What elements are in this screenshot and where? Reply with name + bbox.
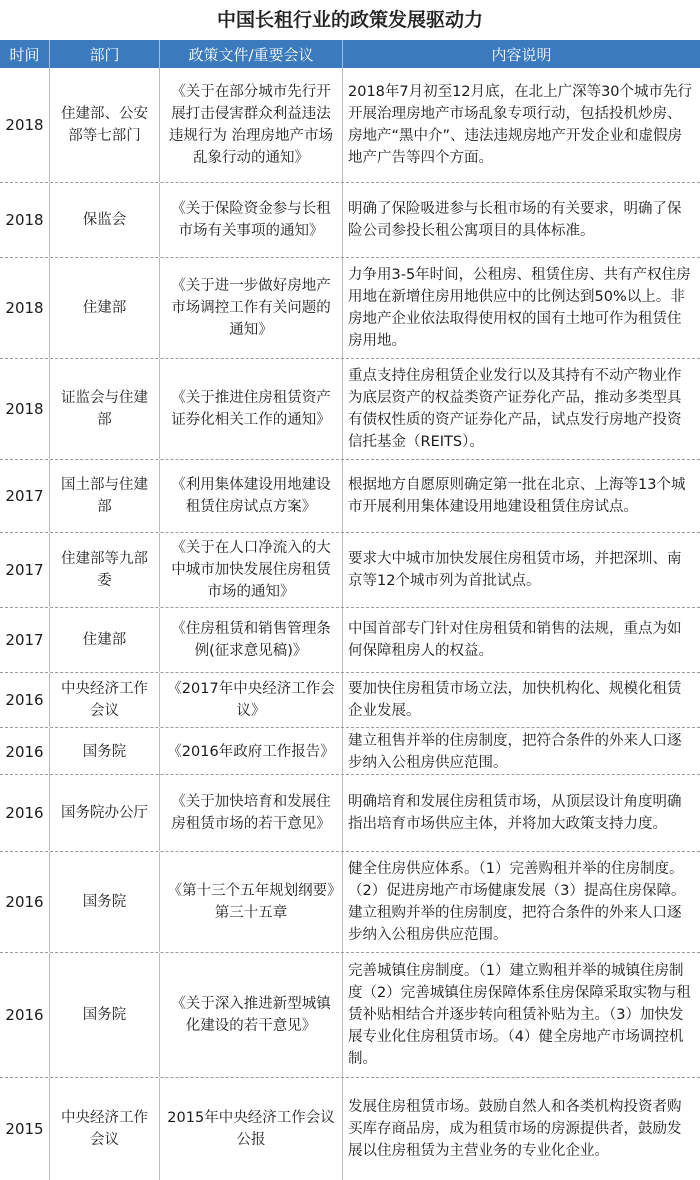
cell-department: 住建部等九部委 [50,533,160,607]
table-row [0,775,700,852]
cell-year: 2016 [0,728,50,776]
cell-year: 2018 [0,258,50,358]
cell-department: 住建部、公安部等七部门 [50,68,160,182]
cell-policy-document: 《关于保险资金参与长租市场有关事项的通知》 [160,183,343,257]
table-header [0,40,700,68]
cell-policy-document: 《关于加快培育和发展住房租赁市场的若干意见》 [160,775,343,851]
cell-policy-document: 《关于在部分城市先行开展打击侵害群众利益违法违规行为 治理房地产市场乱象行动的通知》 [160,68,343,182]
table-row [0,1078,700,1180]
page-title: 中国长租行业的政策发展驱动力 [216,9,483,31]
table-row [0,460,700,533]
cell-policy-document: 《关于推进住房租赁资产证券化相关工作的通知》 [160,359,343,459]
cell-policy-document: 《第十三个五年规划纲要》第三十五章 [160,852,343,952]
cell-policy-document: 《关于进一步做好房地产市场调控工作有关问题的通知》 [160,258,343,358]
cell-description: 要加快住房租赁市场立法，加快机构化、规模化租赁企业发展。 [348,681,682,719]
cell-department: 国务院 [50,953,160,1077]
cell-department: 国土部与住建部 [50,460,160,532]
cell-description: 建立租售并举的住房制度，把符合条件的外来人口逐步纳入公租房供应范围。 [348,733,682,771]
cell-year: 2017 [0,460,50,532]
cell-policy-document: 《关于在人口净流入的大中城市加快发展住房租赁市场的通知》 [160,533,343,607]
cell-policy-document: 2015年中央经济工作会议公报 [160,1078,343,1180]
table-row [0,258,700,359]
cell-year: 2018 [0,68,50,182]
header-department: 部门 [50,40,160,68]
cell-year: 2018 [0,183,50,257]
cell-policy-document: 《2017年中央经济工作会议》 [160,673,343,727]
table-row [0,728,700,775]
cell-policy-document: 《住房租赁和销售管理条例(征求意见稿)》 [160,608,343,672]
cell-department: 保监会 [50,183,160,257]
table-row [0,68,700,183]
cell-description: 健全住房供应体系。（1）完善购租并举的住房制度。（2）促进房地产市场健康发展（3）提高住房保障。建立租购并举的住房制度，把符合条件的外来人口逐步纳入公租房供应范围。 [348,861,686,943]
cell-department: 住建部 [50,608,160,672]
cell-description: 力争用3-5年时间，公租房、租赁住房、共有产权住房用地在新增住房用地供应中的比例达到50%以上。非房地产企业依法取得使用权的国有土地可作为租赁住房用地。 [348,267,691,349]
cell-department: 中央经济工作会议 [50,673,160,727]
cell-year: 2018 [0,359,50,459]
header-time: 时间 [0,40,50,68]
table-body [0,68,700,1180]
cell-policy-document: 《2016年政府工作报告》 [160,728,343,776]
cell-department: 证监会与住建部 [50,359,160,459]
cell-year: 2016 [0,775,50,851]
table-row [0,533,700,608]
cell-description: 明确了保险吸进参与长租市场的有关要求，明确了保险公司参投长租公寓项目的具体标准。 [348,201,682,239]
cell-department: 国务院 [50,852,160,952]
cell-description: 发展住房租赁市场。鼓励自然人和各类机构投资者购买库存商品房，成为租赁市场的房源提供者，鼓励发展以住房租赁为主营业务的专业化企业。 [348,1099,682,1159]
cell-department: 住建部 [50,258,160,358]
table-row [0,608,700,673]
header-description: 内容说明 [491,45,552,64]
table-row [0,673,700,728]
cell-department: 国务院 [50,728,160,776]
cell-department: 国务院办公厅 [50,775,160,851]
cell-description: 要求大中城市加快发展住房租赁市场，并把深圳、南京等12个城市列为首批试点。 [348,551,682,589]
cell-policy-document: 《关于深入推进新型城镇化建设的若干意见》 [160,953,343,1077]
cell-description: 根据地方自愿原则确定第一批在北京、上海等13个城市开展利用集体建设用地建设租赁住房试点。 [348,477,686,515]
cell-year: 2015 [0,1078,50,1180]
cell-year: 2017 [0,533,50,607]
cell-year: 2016 [0,953,50,1077]
cell-description: 明确培育和发展住房租赁市场，从顶层设计角度明确指出培育市场供应主体，并将加大政策支持力度。 [348,794,682,832]
cell-year: 2016 [0,673,50,727]
cell-description: 重点支持住房租赁企业发行以及其持有不动产物业作为底层资产的权益类资产证券化产品，推动多类型具有债权性质的资产证券化产品，试点发行房地产投资信托基金（REITS）。 [348,368,682,450]
cell-description: 2018年7月初至12月底，在北上广深等30个城市先行开展治理房地产市场乱象专项行动，包括投机炒房、房地产“黑中介”、违法违规房地产开发企业和虚假房地产广告等四个方面。 [348,84,693,166]
cell-description: 完善城镇住房制度。（1）建立购租并举的城镇住房制度（2）完善城镇住房保障体系住房保障采取实物与租赁补贴相结合并逐步转向租赁补贴为主。（3）加快发展专业化住房租赁市场。（4）健全房地产市场调控机制。 [348,963,691,1067]
cell-year: 2017 [0,608,50,672]
cell-policy-document: 《利用集体建设用地建设租赁住房试点方案》 [160,460,343,532]
header-policy-document: 政策文件/重要会议 [160,40,343,68]
table-row [0,953,700,1078]
cell-department: 中央经济工作会议 [50,1078,160,1180]
cell-year: 2016 [0,852,50,952]
table-row [0,359,700,460]
cell-description: 中国首部专门针对住房租赁和销售的法规，重点为如何保障租房人的权益。 [348,621,682,659]
table-row [0,183,700,258]
table-row [0,852,700,953]
